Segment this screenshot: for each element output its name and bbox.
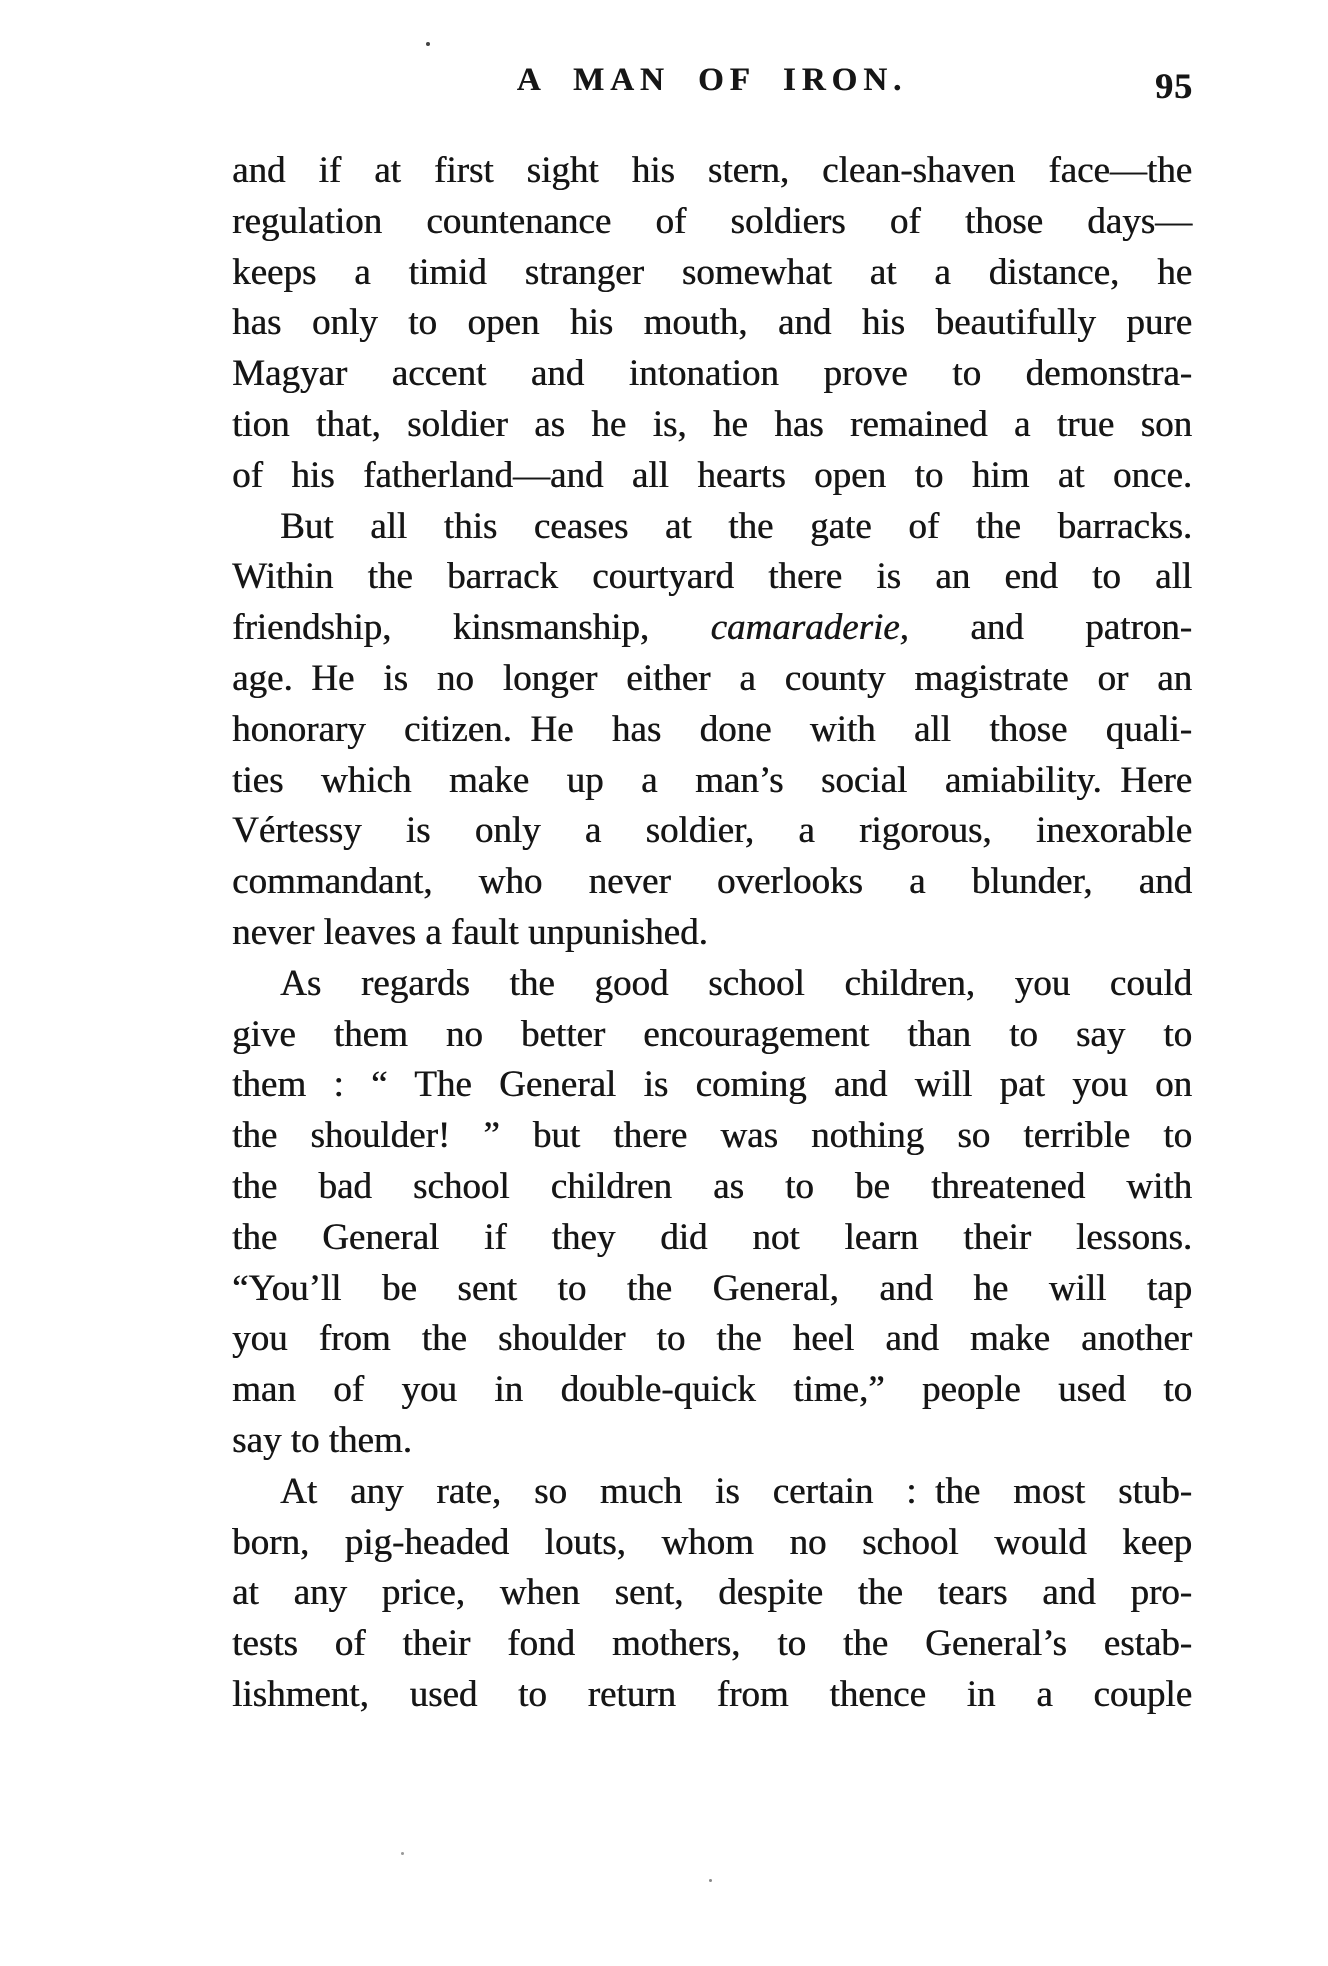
text-segment: say to them. (232, 1419, 412, 1461)
page-text (232, 146, 1192, 1721)
text-line (232, 806, 1192, 857)
text-segment: and patron- (908, 607, 1192, 649)
text-line (232, 451, 1192, 502)
text-line (232, 1518, 1192, 1569)
text-line (232, 1619, 1192, 1670)
text-line (232, 1111, 1192, 1162)
text-line (232, 756, 1192, 807)
text-line (232, 400, 1192, 451)
text-line (232, 1365, 1192, 1416)
text-segment: them : “ The General is coming and will pat you on (232, 1064, 1192, 1106)
text-segment: lishment, used to return from thence in a couple (232, 1673, 1192, 1715)
text-segment: But all this ceases at the gate of the barracks. (280, 505, 1192, 547)
text-segment: the shoulder! ” but there was nothing so terrible to (232, 1115, 1192, 1157)
text-segment: tests of their fond mothers, to the General’s estab- (232, 1623, 1192, 1665)
text-segment: has only to open his mouth, and his beautifully pure (232, 302, 1192, 344)
text-line (232, 552, 1192, 603)
text-line (232, 1568, 1192, 1619)
page-header-title: A MAN OF IRON. (516, 62, 908, 98)
text-line (232, 197, 1192, 248)
text-segment: and if at first sight his stern, clean-shaven face—the (232, 150, 1192, 191)
text-line (232, 908, 1192, 959)
text-line (232, 298, 1192, 349)
text-segment: never leaves a fault unpunished. (232, 911, 708, 953)
text-line (232, 1060, 1192, 1111)
italic-text: camaraderie, (710, 607, 909, 649)
text-segment: the bad school children as to be threatened with (232, 1165, 1192, 1207)
text-line (232, 349, 1192, 400)
text-line (232, 1670, 1192, 1721)
scan-speck (709, 1879, 712, 1882)
text-segment: At any rate, so much is certain : the most stub- (280, 1470, 1192, 1512)
text-line (232, 1162, 1192, 1213)
text-segment: commandant, who never overlooks a blunder, and (232, 861, 1192, 903)
text-line (232, 1010, 1192, 1061)
text-segment: Magyar accent and intonation prove to demonstra- (232, 353, 1192, 395)
text-segment: Within the barrack courtyard there is an end to all (232, 556, 1192, 598)
text-line (232, 1467, 1192, 1518)
text-line (232, 248, 1192, 299)
text-segment: friendship, kinsmanship, (232, 607, 711, 649)
text-line (232, 857, 1192, 908)
text-segment: regulation countenance of soldiers of those days— (232, 200, 1192, 242)
text-line (232, 603, 1192, 654)
text-segment: of his fatherland—and all hearts open to him at once. (232, 454, 1192, 496)
text-line (232, 1213, 1192, 1264)
text-line (232, 146, 1192, 197)
text-segment: give them no better encouragement than to say to (232, 1013, 1192, 1055)
page-number: 95 (1155, 66, 1193, 106)
text-segment: the General if they did not learn their lessons. (232, 1216, 1192, 1258)
text-line (232, 1264, 1192, 1315)
text-line (232, 1314, 1192, 1365)
text-segment: As regards the good school children, you could (280, 962, 1192, 1004)
scan-speck (426, 42, 430, 46)
text-segment: man of you in double-quick time,” people used to (232, 1369, 1192, 1411)
text-line (232, 654, 1192, 705)
text-segment: at any price, when sent, despite the tears and pro- (232, 1572, 1192, 1614)
text-segment: Vértessy is only a soldier, a rigorous, inexorable (232, 810, 1192, 852)
text-line (232, 1416, 1192, 1467)
text-segment: ties which make up a man’s social amiability. Here (232, 759, 1192, 801)
text-line (232, 959, 1192, 1010)
text-line (232, 705, 1192, 756)
text-segment: tion that, soldier as he is, he has remained a true son (232, 403, 1192, 445)
text-segment: honorary citizen. He has done with all those quali- (232, 708, 1192, 750)
running-header (232, 58, 1192, 102)
text-segment: born, pig-headed louts, whom no school would keep (232, 1521, 1192, 1563)
text-segment: keeps a timid stranger somewhat at a distance, he (232, 251, 1192, 293)
text-segment: you from the shoulder to the heel and make another (232, 1318, 1192, 1360)
text-segment: “You’ll be sent to the General, and he will tap (232, 1267, 1192, 1309)
text-segment: age. He is no longer either a county magistrate or an (232, 657, 1192, 699)
scan-speck (401, 1852, 404, 1855)
text-line (232, 502, 1192, 553)
